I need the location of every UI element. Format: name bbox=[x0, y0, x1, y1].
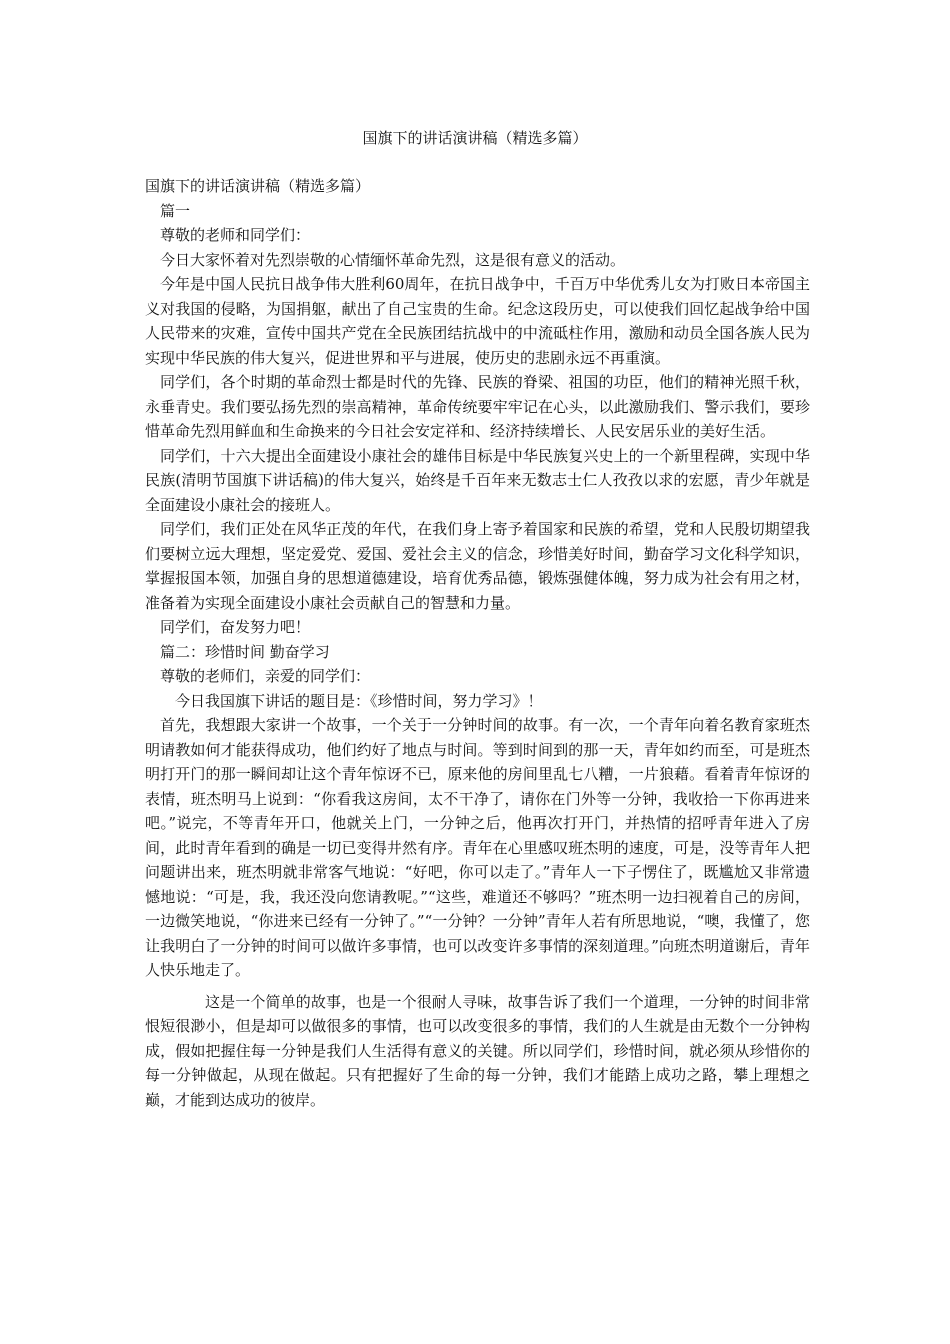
body-heading: 国旗下的讲话演讲稿（精选多篇） bbox=[145, 177, 371, 195]
paragraph: 同学们，十六大提出全面建设小康社会的雄伟目标是中华民族复兴史上的一个新里程碑，实现中华民族(清明节国旗下讲话稿)的伟大复兴，始终是千百年来无数志士仁人孜孜以求的宏愿，青少年就是全面建设小康社会的接班人。 bbox=[145, 446, 810, 514]
paragraph: 同学们，各个时期的革命烈士都是时代的先锋、民族的脊梁、祖国的功臣，他们的精神光照千秋，永垂青史。我们要弘扬先烈的崇高精神，革命传统要牢牢记在心头，以此激励我们、警示我们，要珍惜革命先烈用鲜血和生命换来的今日社会安定祥和、经济持续增长、人民安居乐业的美好生活。 bbox=[145, 373, 810, 440]
salutation: 尊敬的老师们，亲爱的同学们： bbox=[160, 667, 371, 685]
section-heading-part-one: 篇一 bbox=[160, 201, 191, 220]
paragraph: 同学们，我们正处在风华正茂的年代，在我们身上寄予着国家和民族的希望，党和人民殷切期望我们要树立远大理想，坚定爱党、爱国、爱社会主义的信念，珍惜美好时间，勤奋学习文化科学知识，掌握报国本领，加强自身的思想道德建设，培育优秀品德，锻炼强健体魄，努力成为社会有用之材，准备着为实现全面建设小康社会贡献自己的智慧和力量。 bbox=[145, 520, 810, 612]
paragraph: 今日我国旗下讲话的题目是：《珍惜时间，努力学习》！ bbox=[175, 691, 543, 710]
paragraph: 同学们，奋发努力吧！ bbox=[160, 618, 311, 636]
document-body bbox=[145, 174, 810, 1112]
paragraph: 首先，我想跟大家讲一个故事，一个关于一分钟时间的故事。有一次，一个青年向着名教育家班杰明请教如何才能获得成功，他们约好了地点与时间。等到时间到的那一天，青年如约而至，可是班杰明打开门的那一瞬间却让这个青年惊讶不已，原来他的房间里乱七八糟，一片狼藉。看着青年惊讶的表情，班杰明马上说到：“你看我这房间，太不干净了，请你在门外等一分钟，我收拾一下你再进来吧。”说完，不等青年开口，他就关上门，一分钟之后，他再次打开门，并热情的招呼青年进入了房间，此时青年看到的确是一切已变得井然有序。青年在心里感叹班杰明的速度，可是，没等青年人把问题讲出来，班杰明就非常客气地说：“好吧，你可以走了。”青年人一下子愣住了，既尴尬又非常遗憾地说：“可是，我，我还没向您请教呢。”“这些，难道还不够吗？”班杰明一边扫视着自己的房间，一边微笑地说，“你进来已经有一分钟了。”“一分钟？一分钟”青年人若有所思地说，“噢，我懂了，您让我明白了一分钟的时间可以做许多事情，也可以改变许多事情的深刻道理。”向班杰明道谢后，青年人快乐地走了。 bbox=[145, 716, 810, 979]
paragraph: 今日大家怀着对先烈崇敬的心情缅怀革命先烈，这是很有意义的活动。 bbox=[160, 250, 626, 269]
paragraph: 这是一个简单的故事，也是一个很耐人寻味，故事告诉了我们一个道理，一分钟的时间非常恨短很渺小，但是却可以做很多的事情，也可以改变很多的事情，我们的人生就是由无数个一分钟构成，假如把握住每一分钟是我们人生活得有意义的关键。所以同学们，珍惜时间，就必须从珍惜你的每一分钟做起，从现在做起。只有把握好了生命的每一分钟，我们才能踏上成功之路，攀上理想之巅，才能到达成功的彼岸。 bbox=[145, 992, 810, 1109]
document-title: 国旗下的讲话演讲稿（精选多篇） bbox=[362, 129, 588, 147]
salutation: 尊敬的老师和同学们： bbox=[160, 226, 311, 244]
section-heading-part-two: 篇二：珍惜时间 勤奋学习 bbox=[160, 642, 330, 661]
paragraph: 今年是中国人民抗日战争伟大胜利60周年，在抗日战争中，千百万中华优秀儿女为打败日本帝国主义对我国的侵略，为国捐躯，献出了自己宝贵的生命。纪念这段历史，可以使我们回忆起战争给中国人民带来的灾难，宣传中国共产党在全民族团结抗战中的中流砥柱作用，激励和动员全国各族人民为实现中华民族的伟大复兴，促进世界和平与进展，使历史的悲剧永远不再重演。 bbox=[145, 275, 810, 367]
